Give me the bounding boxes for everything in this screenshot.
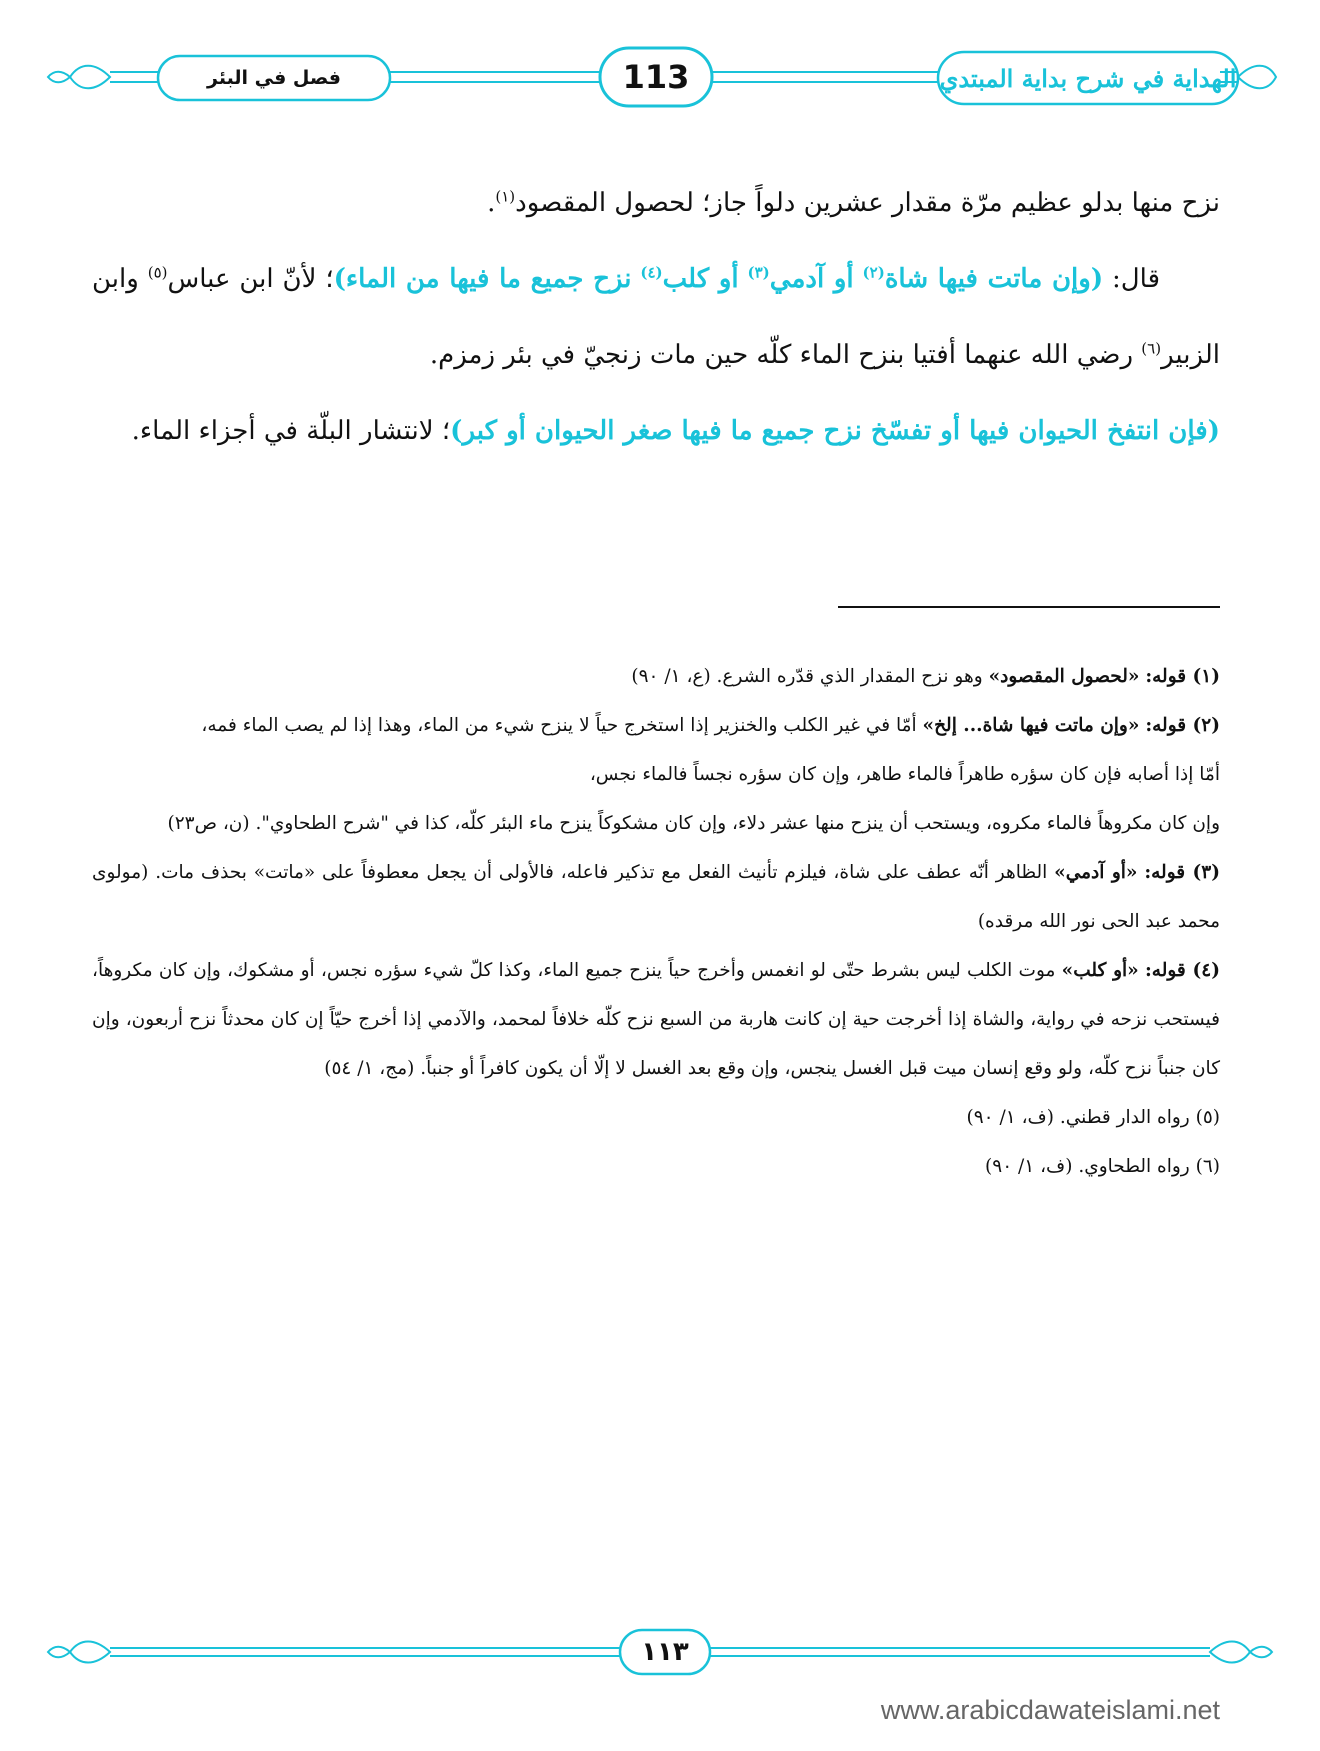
footnote-ref: (٣) <box>747 263 770 282</box>
matn-text: (فإن انتفخ الحيوان فيها أو تفسّخ نزح جميع ما فيها صغر الحيوان أو كبر) <box>450 416 1220 446</box>
footnote-2-continued: وإن كان مكروهاً فالماء مكروه، ويستحب أن ينزح منها عشر دلاء، وإن كان مشكوكاً ينزح ماء البئر كلّه، كذا في "شرح الطحاوي". (ن، ص٢٣) <box>167 813 1220 834</box>
book-title: الهداية في شرح بداية المبتدي <box>939 63 1237 93</box>
footnote-1: (١) قوله: «لحصول المقصود» وهو نزح المقدار الذي قدّره الشرع. (ع، ١/ ٩٠) <box>631 666 1220 687</box>
website-url: www.arabicdawateislami.net <box>880 1695 1220 1725</box>
footnote-ref: (٤) <box>640 263 663 282</box>
main-paragraph-2: قال: (وإن ماتت فيها شاة$^{(٢)}$ أو آدمي$^{(٣)}$ أو كلب$^{(٤)}$ نزح جميع ما فيها من الماء)؛ لأنّ ابن عباس$^{(٥)}$ وابن الزبير$^{(٦)}$ رضي الله عنهما أفتيا بنزح الماء كلّه حين مات زنجيّ في بئر زمزم. <box>92 263 1220 370</box>
matn-text: أو آدمي <box>769 264 854 294</box>
footnote-4: (٤) قوله: «أو كلب» موت الكلب ليس بشرط حتّى لو انغمس وأخرج حياً ينزح جميع الماء، وكذا كلّ شيء سؤره نجس، أو مشكوك، وإن كان مكروهاً، فيستحب نزحه في رواية، والشاة إذا أخرجت حية إن كانت هاربة من السبع نزح كلّه خلافاً لمحمد، والآدمي إذا أخرج حيّاً إن كان محدثاً نزح أربعون، وإن كان جنباً نزح كلّه، ولو وقع إنسان ميت قبل الغسل ينجس، وإن وقع بعد الغسل لا إلّا أن يكون كافراً أو جنباً. (مج، ١/ ٥٤) <box>92 960 1220 1079</box>
footnote-ref: (٦) <box>1141 339 1162 358</box>
page-header <box>40 42 1280 112</box>
matn-text: أو كلب <box>662 264 739 294</box>
footnote-separator <box>838 606 1220 608</box>
matn-text: نزح جميع ما فيها من الماء) <box>333 264 632 294</box>
footnote-ref: (٢) <box>862 263 885 282</box>
page-footer <box>40 1628 1280 1678</box>
footnote-5: (٥) رواه الدار قطني. (ف، ١/ ٩٠) <box>966 1107 1220 1128</box>
footnote-2: (٢) قوله: «وإن ماتت فيها شاة... إلخ» أمّا في غير الكلب والخنزير إذا استخرج حياً لا ينزح شيء من الماء، وهذا إذا لم يصب الماء فمه، <box>201 715 1220 736</box>
footnotes <box>92 652 1220 1191</box>
footnote-ref: (١) <box>495 187 516 206</box>
main-paragraph-1: نزح منها بدلو عظيم مرّة مقدار عشرين دلواً جاز؛ لحصول المقصود$^{(١)}$. <box>487 187 1220 218</box>
matn-text: (وإن ماتت فيها شاة <box>884 264 1104 294</box>
main-text <box>92 165 1220 469</box>
page-number: 113 <box>622 58 690 96</box>
footer-page-number: ١١٣ <box>641 1637 689 1667</box>
main-paragraph-3: (فإن انتفخ الحيوان فيها أو تفسّخ نزح جميع ما فيها صغر الحيوان أو كبر)؛ لانتشار البلّة في أجزاء الماء. <box>131 416 1220 446</box>
footnote-ref: (٥) <box>147 263 168 282</box>
chapter-title: فصل في البئر <box>207 67 341 89</box>
footnote-3: (٣) قوله: «أو آدمي» الظاهر أنّه عطف على شاة، فيلزم تأنيث الفعل مع تذكير فاعله، فالأولى أن يجعل معطوفاً على «ماتت» بحذف مات. (مولوى محمد عبد الحى نور الله مرقده) <box>92 862 1220 932</box>
footnote-2-continued: أمّا إذا أصابه فإن كان سؤره طاهراً فالماء طاهر، وإن كان سؤره نجساً فالماء نجس، <box>589 764 1220 785</box>
footnote-6: (٦) رواه الطحاوي. (ف، ١/ ٩٠) <box>985 1156 1220 1177</box>
